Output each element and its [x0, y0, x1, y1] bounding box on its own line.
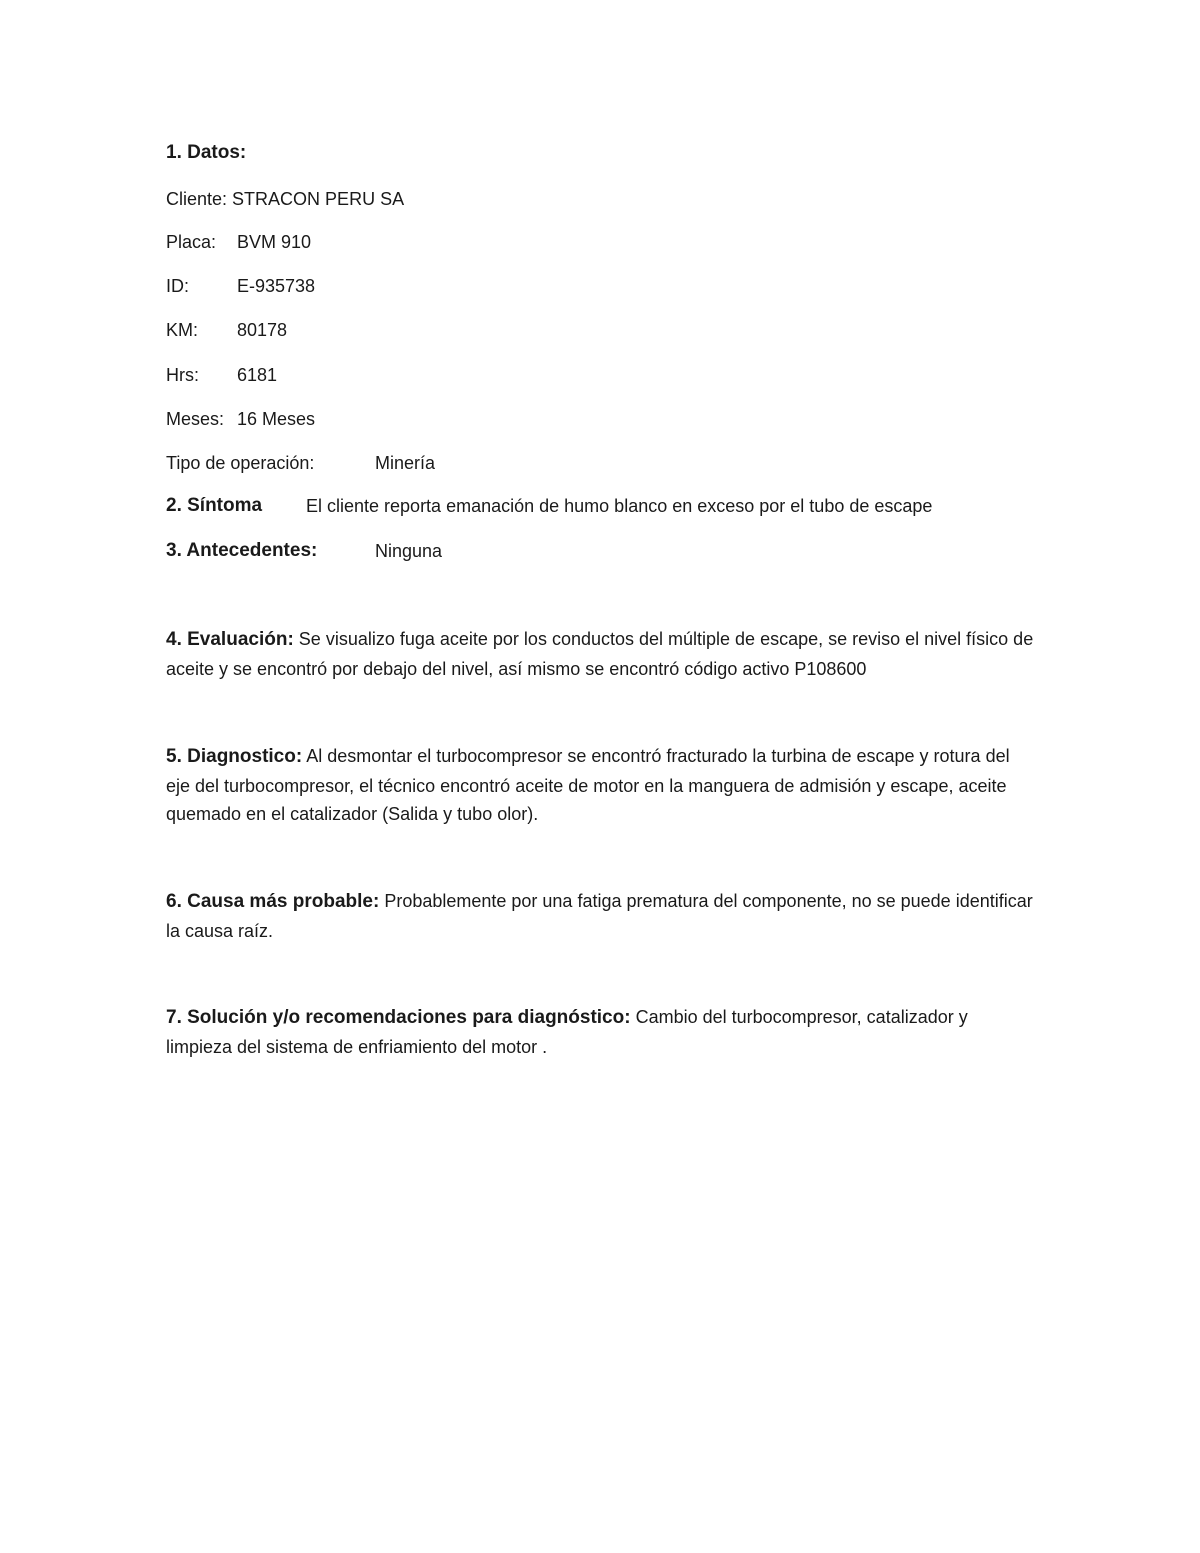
tipo-operacion-value: Minería: [375, 453, 436, 473]
diagnostico-heading: 5. Diagnostico:: [166, 746, 303, 767]
evaluacion-paragraph: [166, 625, 1036, 683]
evaluacion-text: Se visualizo fuga aceite por los conductos del múltiple de escape, se reviso el nivel físico de aceite y se encontró por debajo del nivel, así mismo se encontró código activo P108600: [166, 629, 1034, 679]
km-value: 80178: [237, 320, 288, 340]
antecedentes-text: Ninguna: [375, 541, 443, 561]
diagnostico-text: Al desmontar el turbocompresor se encontró fracturado la turbina de escape y rotura del eje del turbocompresor, el técnico encontró aceite de motor en la manguera de admisión y escape, aceite quemado en el catalizador (Salida y tubo olor).: [166, 746, 1010, 824]
cliente-label: Cliente:: [166, 189, 228, 209]
cliente-value: STRACON PERU SA: [232, 189, 405, 209]
causa-paragraph: [166, 887, 1036, 945]
datos-heading: 1. Datos:: [166, 142, 247, 163]
id-label: ID:: [166, 276, 190, 296]
meses-value: 16 Meses: [237, 409, 316, 429]
sintoma-heading: 2. Síntoma: [166, 495, 263, 516]
sintoma-text: El cliente reporta emanación de humo blanco en exceso por el tubo de escape: [306, 496, 933, 516]
solucion-text: Cambio del turbocompresor, catalizador y limpieza del sistema de enfriamiento del motor .: [166, 1007, 968, 1057]
id-value: E-935738: [237, 276, 316, 296]
causa-heading: 6. Causa más probable:: [166, 891, 380, 912]
antecedentes-heading: 3. Antecedentes:: [166, 540, 318, 561]
causa-text: Probablemente por una fatiga prematura del componente, no se puede identificar la causa raíz.: [166, 891, 1033, 941]
evaluacion-heading: 4. Evaluación:: [166, 629, 294, 650]
meses-label: Meses:: [166, 409, 225, 429]
hrs-label: Hrs:: [166, 365, 199, 385]
tipo-operacion-label: Tipo de operación:: [166, 453, 315, 473]
diagnostico-paragraph: [166, 742, 1036, 829]
hrs-value: 6181: [237, 365, 278, 385]
km-label: KM:: [166, 320, 199, 340]
placa-value: BVM 910: [237, 232, 312, 252]
placa-label: Placa:: [166, 232, 217, 252]
solucion-heading: 7. Solución y/o recomendaciones para diagnóstico:: [166, 1007, 631, 1028]
cliente-row: [166, 188, 404, 210]
solucion-paragraph: [166, 1003, 1036, 1061]
